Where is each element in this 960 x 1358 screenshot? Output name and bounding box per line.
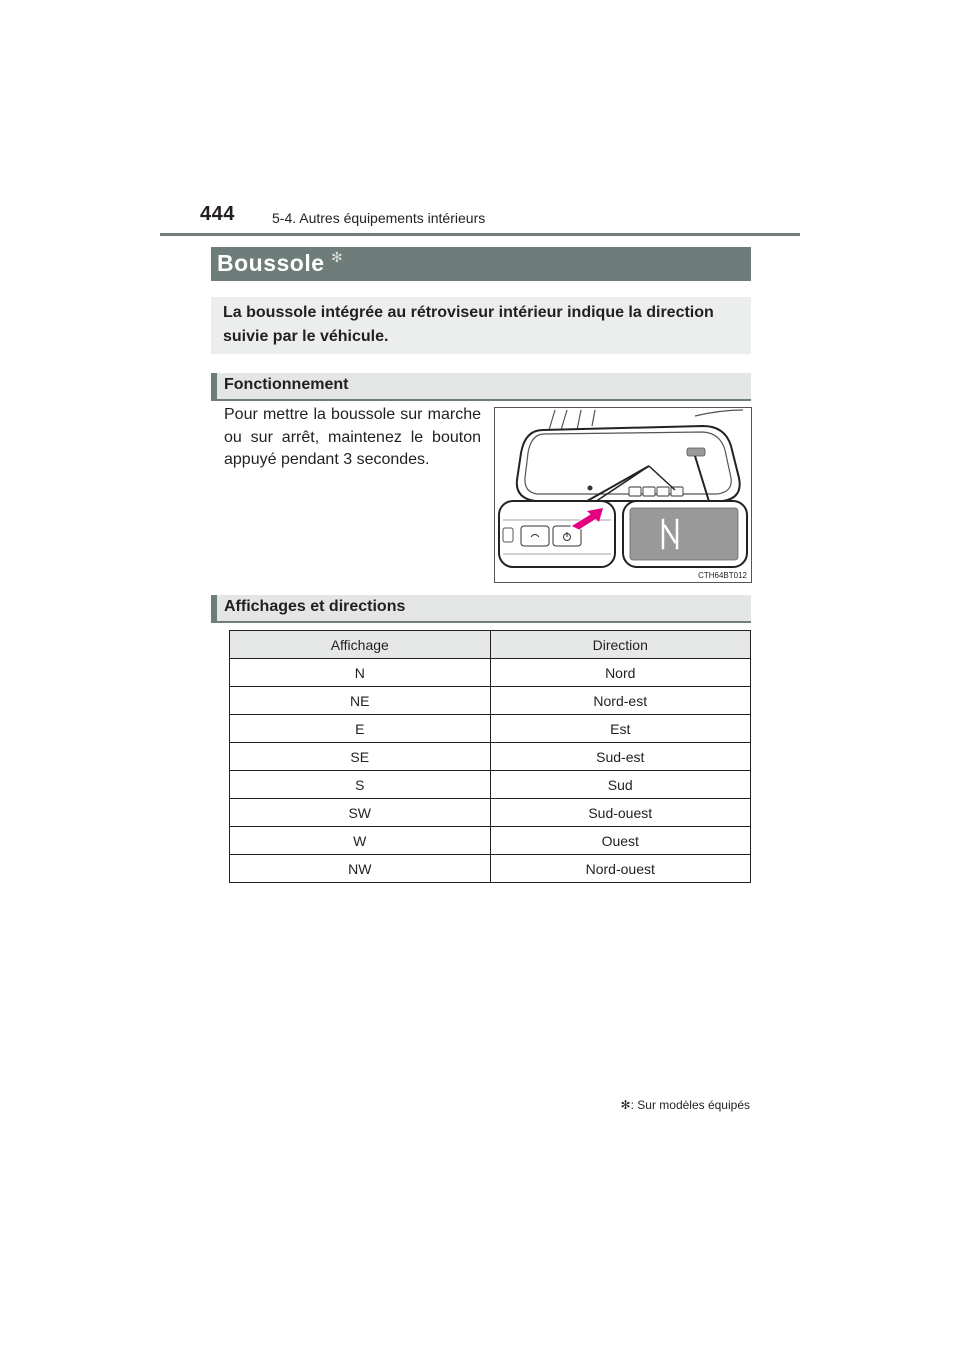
- display-cell: N: [230, 659, 491, 687]
- direction-cell: Ouest: [490, 827, 751, 855]
- table-row: [230, 687, 751, 715]
- table-row: [230, 659, 751, 687]
- column-header-direction: Direction: [490, 631, 751, 659]
- direction-cell: Est: [490, 715, 751, 743]
- page-title: Boussole: [217, 250, 325, 276]
- running-head: 5-4. Autres équipements intérieurs: [272, 210, 486, 226]
- operation-paragraph: Pour mettre la boussole sur marche ou sur arrêt, maintenez le bouton appuyé pendant 3 secondes.: [224, 406, 481, 468]
- header-rule: [160, 233, 800, 236]
- direction-cell: Nord-ouest: [490, 855, 751, 883]
- title-bar: [211, 247, 751, 281]
- section-heading-label: Affichages et directions: [224, 598, 406, 615]
- table-header-row: [230, 631, 751, 659]
- footnote: [621, 1098, 750, 1112]
- direction-cell: Sud-est: [490, 743, 751, 771]
- table-row: [230, 827, 751, 855]
- display-cell: E: [230, 715, 491, 743]
- directions-table: [229, 630, 751, 883]
- direction-cell: Sud: [490, 771, 751, 799]
- footnote-marker: ✻: [620, 1098, 631, 1112]
- intro-box: [211, 297, 751, 354]
- section-heading-operation: [211, 373, 751, 401]
- table-row: [230, 715, 751, 743]
- column-header-display: Affichage: [230, 631, 491, 659]
- footnote-text: : Sur modèles équipés: [630, 1098, 750, 1112]
- mirror-illustration: [494, 407, 752, 583]
- intro-text: La boussole intégrée au rétroviseur intérieur indique la direction suivie par le véhicule.: [223, 304, 714, 345]
- table-row: [230, 799, 751, 827]
- display-cell: SW: [230, 799, 491, 827]
- display-cell: NW: [230, 855, 491, 883]
- table-row: [230, 855, 751, 883]
- section-heading-bar: [211, 373, 217, 399]
- figure-code: CTH64BT012: [698, 571, 747, 580]
- direction-cell: Nord: [490, 659, 751, 687]
- table-row: [230, 743, 751, 771]
- equipped-marker: ✻: [331, 249, 343, 265]
- direction-cell: Sud-ouest: [490, 799, 751, 827]
- table-row: [230, 771, 751, 799]
- mirror-drawing: [495, 408, 751, 582]
- page-number: 444: [200, 203, 235, 225]
- direction-cell: Nord-est: [490, 687, 751, 715]
- display-cell: NE: [230, 687, 491, 715]
- display-cell: S: [230, 771, 491, 799]
- section-heading-displays: [211, 595, 751, 623]
- display-cell: SE: [230, 743, 491, 771]
- section-heading-label: Fonctionnement: [224, 376, 349, 393]
- section-heading-bar: [211, 595, 217, 621]
- display-cell: W: [230, 827, 491, 855]
